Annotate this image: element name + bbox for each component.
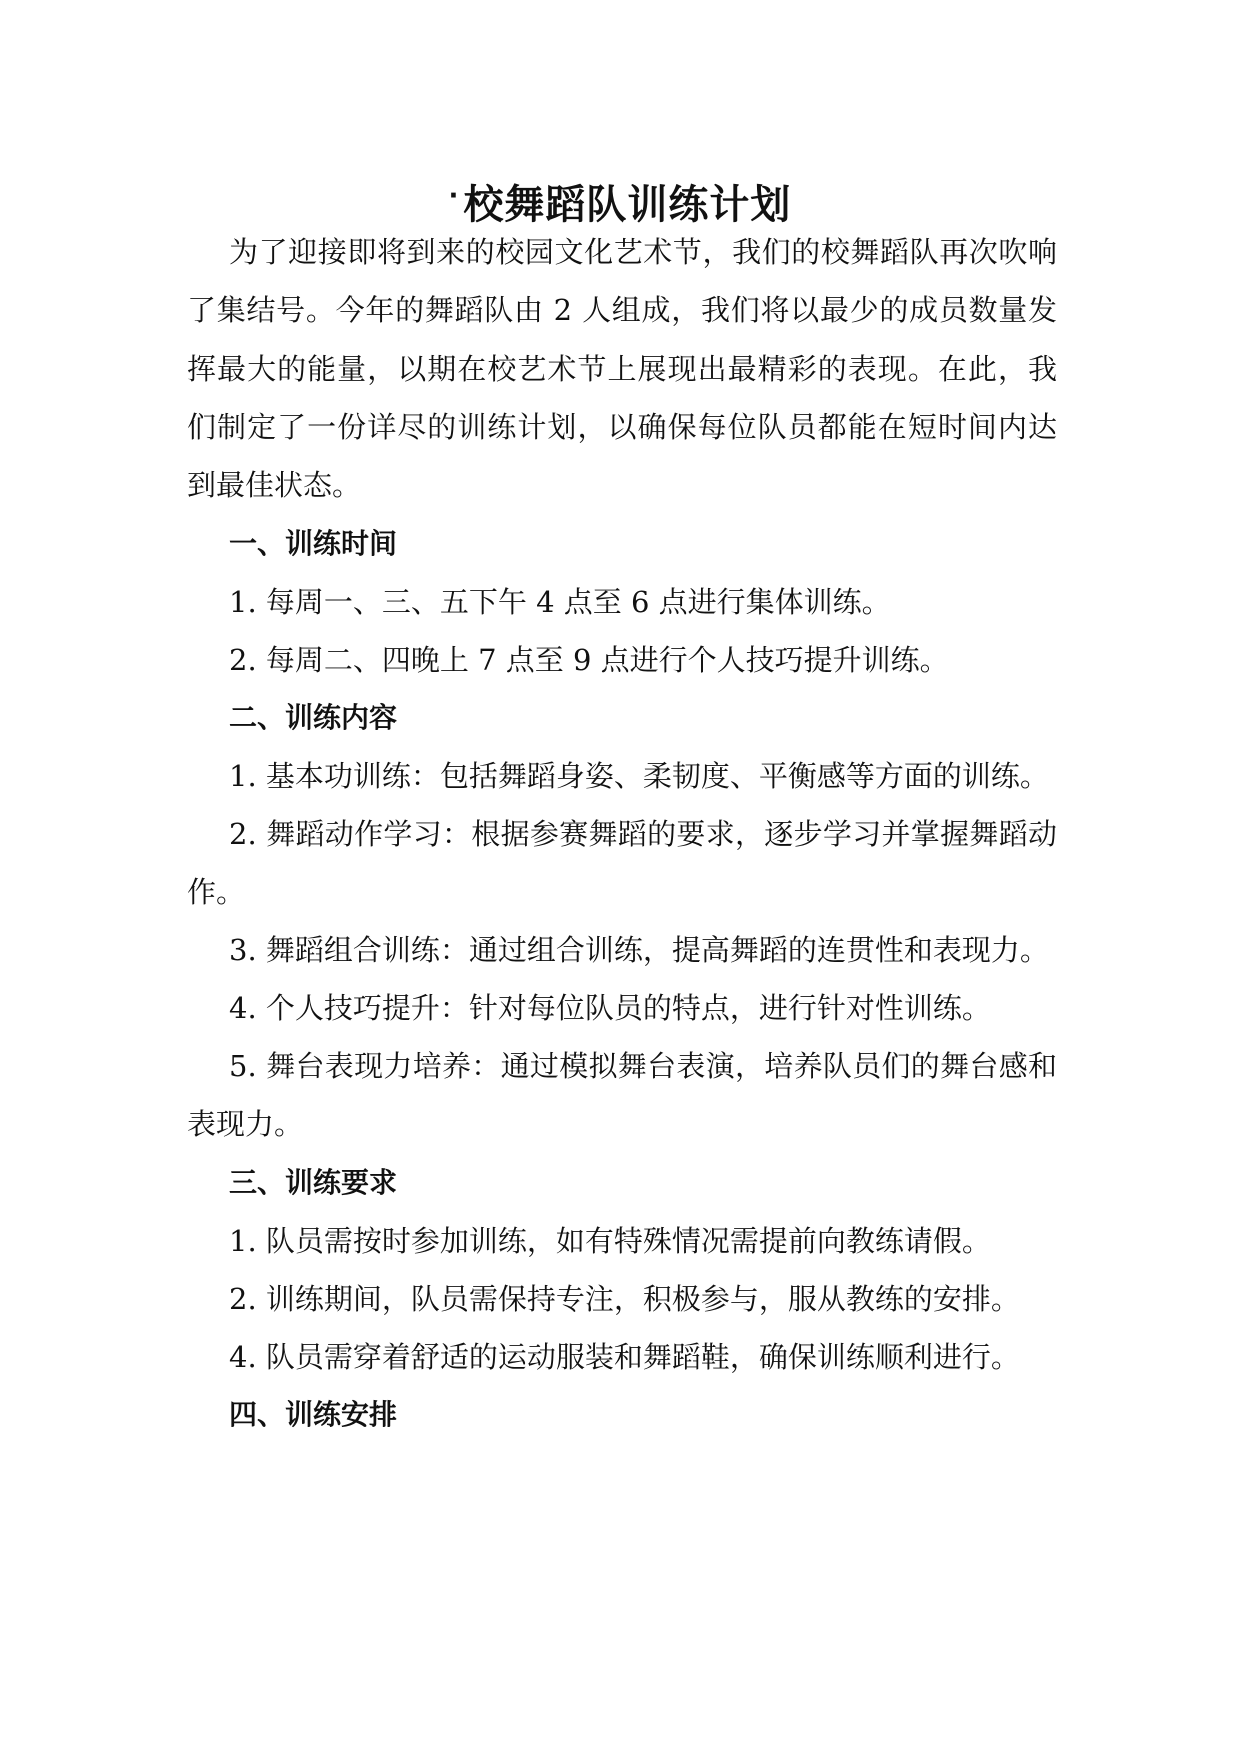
title-text: 校舞蹈队训练计划	[463, 182, 792, 228]
section-3-item-3: 4. 队员需穿着舒适的运动服装和舞蹈鞋，确保训练顺利进行。	[229, 1340, 1020, 1374]
intro-line-1: 为了迎接即将到来的校园文化艺术节，我们的校舞蹈队再次吹响	[229, 235, 1057, 269]
intro-line-2: 了集结号。今年的舞蹈队由 2 人组成，我们将以最少的成员数量发	[187, 293, 1057, 327]
intro-line-4: 们制定了一份详尽的训练计划，以确保每位队员都能在短时间内达	[187, 410, 1057, 444]
document-title	[0, 173, 1240, 230]
section-1-item-2: 2. 每周二、四晚上 7 点至 9 点进行个人技巧提升训练。	[229, 643, 949, 677]
title-mark: ·	[448, 181, 460, 211]
section-2-item-4: 4. 个人技巧提升：针对每位队员的特点，进行针对性训练。	[229, 991, 991, 1025]
section-2-item-5: 5. 舞台表现力培养：通过模拟舞台表演，培养队员们的舞台感和	[229, 1049, 1057, 1083]
section-2-item-2-cont: 作。	[187, 875, 246, 909]
section-heading-3: 三、训练要求	[229, 1166, 398, 1199]
section-1-item-1: 1. 每周一、三、五下午 4 点至 6 点进行集体训练。	[229, 585, 891, 619]
section-2-item-1: 1. 基本功训练：包括舞蹈身姿、柔韧度、平衡感等方面的训练。	[229, 759, 1049, 793]
section-2-item-5-cont: 表现力。	[187, 1107, 304, 1141]
section-2-item-2: 2. 舞蹈动作学习：根据参赛舞蹈的要求，逐步学习并掌握舞蹈动	[229, 817, 1057, 851]
section-heading-1: 一、训练时间	[229, 527, 398, 560]
section-2-item-3: 3. 舞蹈组合训练：通过组合训练，提高舞蹈的连贯性和表现力。	[229, 933, 1049, 967]
section-3-item-1: 1. 队员需按时参加训练，如有特殊情况需提前向教练请假。	[229, 1224, 991, 1258]
section-3-item-2: 2. 训练期间，队员需保持专注，积极参与，服从教练的安排。	[229, 1282, 1020, 1316]
intro-line-5: 到最佳状态。	[187, 468, 362, 502]
intro-line-3: 挥最大的能量，以期在校艺术节上展现出最精彩的表现。在此，我	[187, 352, 1057, 386]
section-heading-4: 四、训练安排	[229, 1398, 398, 1431]
section-heading-2: 二、训练内容	[229, 701, 398, 734]
